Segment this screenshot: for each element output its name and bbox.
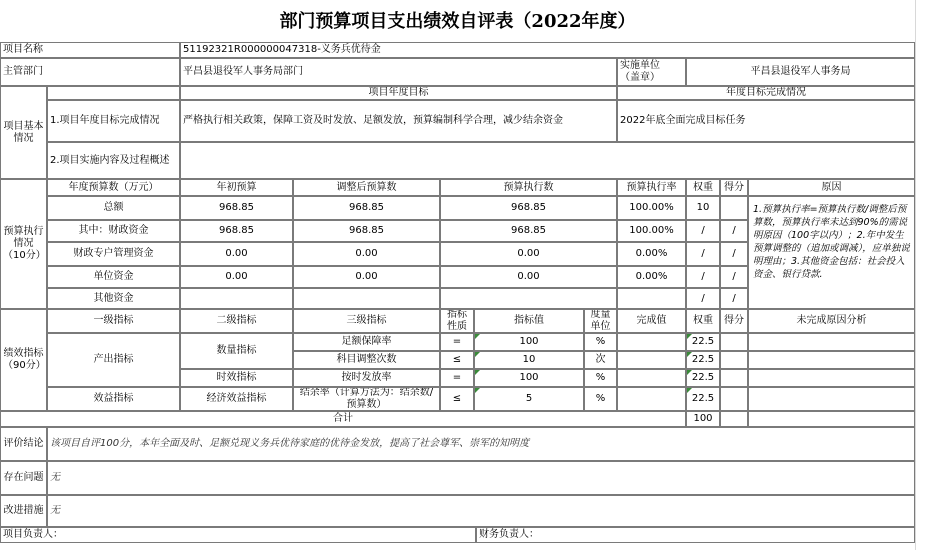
budget-exec-label: 预算执行情况（10分） (0, 179, 47, 309)
perf-row-score (720, 369, 748, 387)
budget-row-score (720, 196, 748, 220)
goal-completion-header: 年度目标完成情况 (617, 86, 915, 100)
perf-row-reason (748, 369, 915, 387)
budget-row-executed: 968.85 (440, 196, 617, 220)
total-weight: 100 (686, 411, 720, 427)
perf-header-nature: 指标性质 (440, 309, 474, 333)
basic-info-label: 项目基本情况 (0, 86, 47, 179)
goal-item2-label: 2.项目实施内容及过程概述 (47, 142, 180, 179)
budget-header-initial: 年初预算 (180, 179, 293, 196)
perf-header-weight: 权重 (686, 309, 720, 333)
budget-row-rate (617, 288, 686, 309)
budget-row-name: 财政专户管理资金 (47, 242, 180, 266)
perf-header-level2: 二级指标 (180, 309, 293, 333)
perf-row-level3: 按时发放率 (293, 369, 440, 387)
perf-row-score (720, 333, 748, 351)
budget-row-executed: 0.00 (440, 242, 617, 266)
total-score (720, 411, 748, 427)
budget-row-rate: 100.00% (617, 196, 686, 220)
budget-header-weight: 权重 (686, 179, 720, 196)
page-title: 部门预算项目支出绩效自评表（2022年度） (279, 11, 636, 32)
perf-row-value: 100 (474, 333, 584, 351)
impl-unit-value: 平昌县退役军人事务局 (686, 58, 915, 86)
budget-header-score: 得分 (720, 179, 748, 196)
project-name-label: 项目名称 (0, 42, 180, 58)
project-name-value: 51192321R000000047318-义务兵优待金 (180, 42, 915, 58)
impl-unit-label: 实施单位 （盖章） (617, 58, 686, 86)
perf-row-unit: % (584, 369, 617, 387)
budget-header-executed: 预算执行数 (440, 179, 617, 196)
perf-row-nature: = (440, 369, 474, 387)
perf-header-reason: 未完成原因分析 (748, 309, 915, 333)
budget-row-name: 其中：财政资金 (47, 220, 180, 242)
budget-row-name: 单位资金 (47, 266, 180, 288)
perf-row-level3: 足额保障率 (293, 333, 440, 351)
reason-note: 1.预算执行率=预算执行数/调整后预算数，预算执行率未达到90%的需说明原因（100字以内）；2.年中发生预算调整的（追加或调减），应单独说明理由；3.其他资金包括：社会投入资金、银行贷款. (748, 196, 915, 309)
perf-header-level1: 一级指标 (47, 309, 180, 333)
perf-level1-benefit: 效益指标 (47, 387, 180, 411)
perf-row-nature: = (440, 333, 474, 351)
budget-row-adjusted: 968.85 (293, 196, 440, 220)
perf-row-score (720, 387, 748, 411)
perf-row-level3: 结余率（计算方法为：结余数/预算数） (293, 387, 440, 411)
budget-row-score: / (720, 220, 748, 242)
perf-row-weight: 22.5 (686, 369, 720, 387)
budget-row-executed: 0.00 (440, 266, 617, 288)
budget-row-adjusted: 968.85 (293, 220, 440, 242)
annual-goal-header: 项目年度目标 (180, 86, 617, 100)
perf-header-value: 指标值 (474, 309, 584, 333)
perf-row-reason (748, 351, 915, 369)
perf-row-completion (617, 333, 686, 351)
budget-row-executed (440, 288, 617, 309)
budget-row-score: / (720, 242, 748, 266)
perf-row-score (720, 351, 748, 369)
perf-level1-output: 产出指标 (47, 333, 180, 387)
budget-row-weight: / (686, 220, 720, 242)
budget-header-adjusted: 调整后预算数 (293, 179, 440, 196)
goal-item1-label: 1.项目年度目标完成情况 (47, 100, 180, 142)
improve-label: 改进措施 (0, 495, 47, 527)
finance-lead-label: 财务负责人： (476, 527, 915, 543)
budget-row-weight: / (686, 288, 720, 309)
budget-row-adjusted: 0.00 (293, 242, 440, 266)
perf-row-completion (617, 387, 686, 411)
budget-header-annual: 年度预算数（万元） (47, 179, 180, 196)
perf-row-unit: % (584, 333, 617, 351)
perf-header-score: 得分 (720, 309, 748, 333)
budget-row-initial (180, 288, 293, 309)
budget-row-initial: 968.85 (180, 220, 293, 242)
perf-row-value: 10 (474, 351, 584, 369)
budget-row-rate: 100.00% (617, 220, 686, 242)
perf-row-value: 100 (474, 369, 584, 387)
perf-header-level3: 三级指标 (293, 309, 440, 333)
budget-row-adjusted: 0.00 (293, 266, 440, 288)
perf-level2-timeliness: 时效指标 (180, 369, 293, 387)
conclusion-label: 评价结论 (0, 427, 47, 461)
perf-row-completion (617, 369, 686, 387)
dept-value: 平昌县退役军人事务局部门 (180, 58, 617, 86)
grid-divider (915, 0, 916, 550)
perf-level2-quantity: 数量指标 (180, 333, 293, 369)
budget-row-score: / (720, 266, 748, 288)
perf-row-weight: 22.5 (686, 333, 720, 351)
project-lead-label: 项目负责人： (0, 527, 476, 543)
perf-row-unit: 次 (584, 351, 617, 369)
perf-row-unit: % (584, 387, 617, 411)
budget-row-weight: / (686, 242, 720, 266)
dept-label: 主管部门 (0, 58, 180, 86)
perf-header-unit: 度量单位 (584, 309, 617, 333)
problem-label: 存在问题 (0, 461, 47, 495)
perf-row-completion (617, 351, 686, 369)
perf-row-nature: ≤ (440, 351, 474, 369)
blank-cell (47, 86, 180, 100)
perf-header-completion: 完成值 (617, 309, 686, 333)
goal-item2-value (180, 142, 915, 179)
improve-value: 无 (47, 495, 915, 527)
perf-row-nature: ≤ (440, 387, 474, 411)
perf-row-value: 5 (474, 387, 584, 411)
budget-row-executed: 968.85 (440, 220, 617, 242)
budget-row-rate: 0.00% (617, 242, 686, 266)
budget-row-initial: 0.00 (180, 242, 293, 266)
perf-row-reason (748, 387, 915, 411)
budget-row-name: 其他资金 (47, 288, 180, 309)
perf-row-weight: 22.5 (686, 351, 720, 369)
budget-row-weight: 10 (686, 196, 720, 220)
problem-value: 无 (47, 461, 915, 495)
budget-row-initial: 0.00 (180, 266, 293, 288)
budget-row-weight: / (686, 266, 720, 288)
goal-item1-value: 严格执行相关政策，保障工资及时发放、足额发放，预算编制科学合理，减少结余资金 (180, 100, 617, 142)
perf-row-reason (748, 333, 915, 351)
total-reason (748, 411, 915, 427)
perf-label: 绩效指标（90分） (0, 309, 47, 411)
goal-item1-completion: 2022年底全面完成目标任务 (617, 100, 915, 142)
budget-row-initial: 968.85 (180, 196, 293, 220)
perf-row-weight: 22.5 (686, 387, 720, 411)
total-label: 合计 (0, 411, 686, 427)
perf-row-level3: 科目调整次数 (293, 351, 440, 369)
budget-header-reason: 原因 (748, 179, 915, 196)
perf-level2-economic: 经济效益指标 (180, 387, 293, 411)
conclusion-value: 该项目自评100分，本年全面及时、足额兑现义务兵优待家庭的优待金发放，提高了社会尊军、崇军的知明度 (47, 427, 915, 461)
budget-header-rate: 预算执行率 (617, 179, 686, 196)
budget-row-adjusted (293, 288, 440, 309)
budget-row-rate: 0.00% (617, 266, 686, 288)
budget-row-score: / (720, 288, 748, 309)
budget-row-name: 总额 (47, 196, 180, 220)
